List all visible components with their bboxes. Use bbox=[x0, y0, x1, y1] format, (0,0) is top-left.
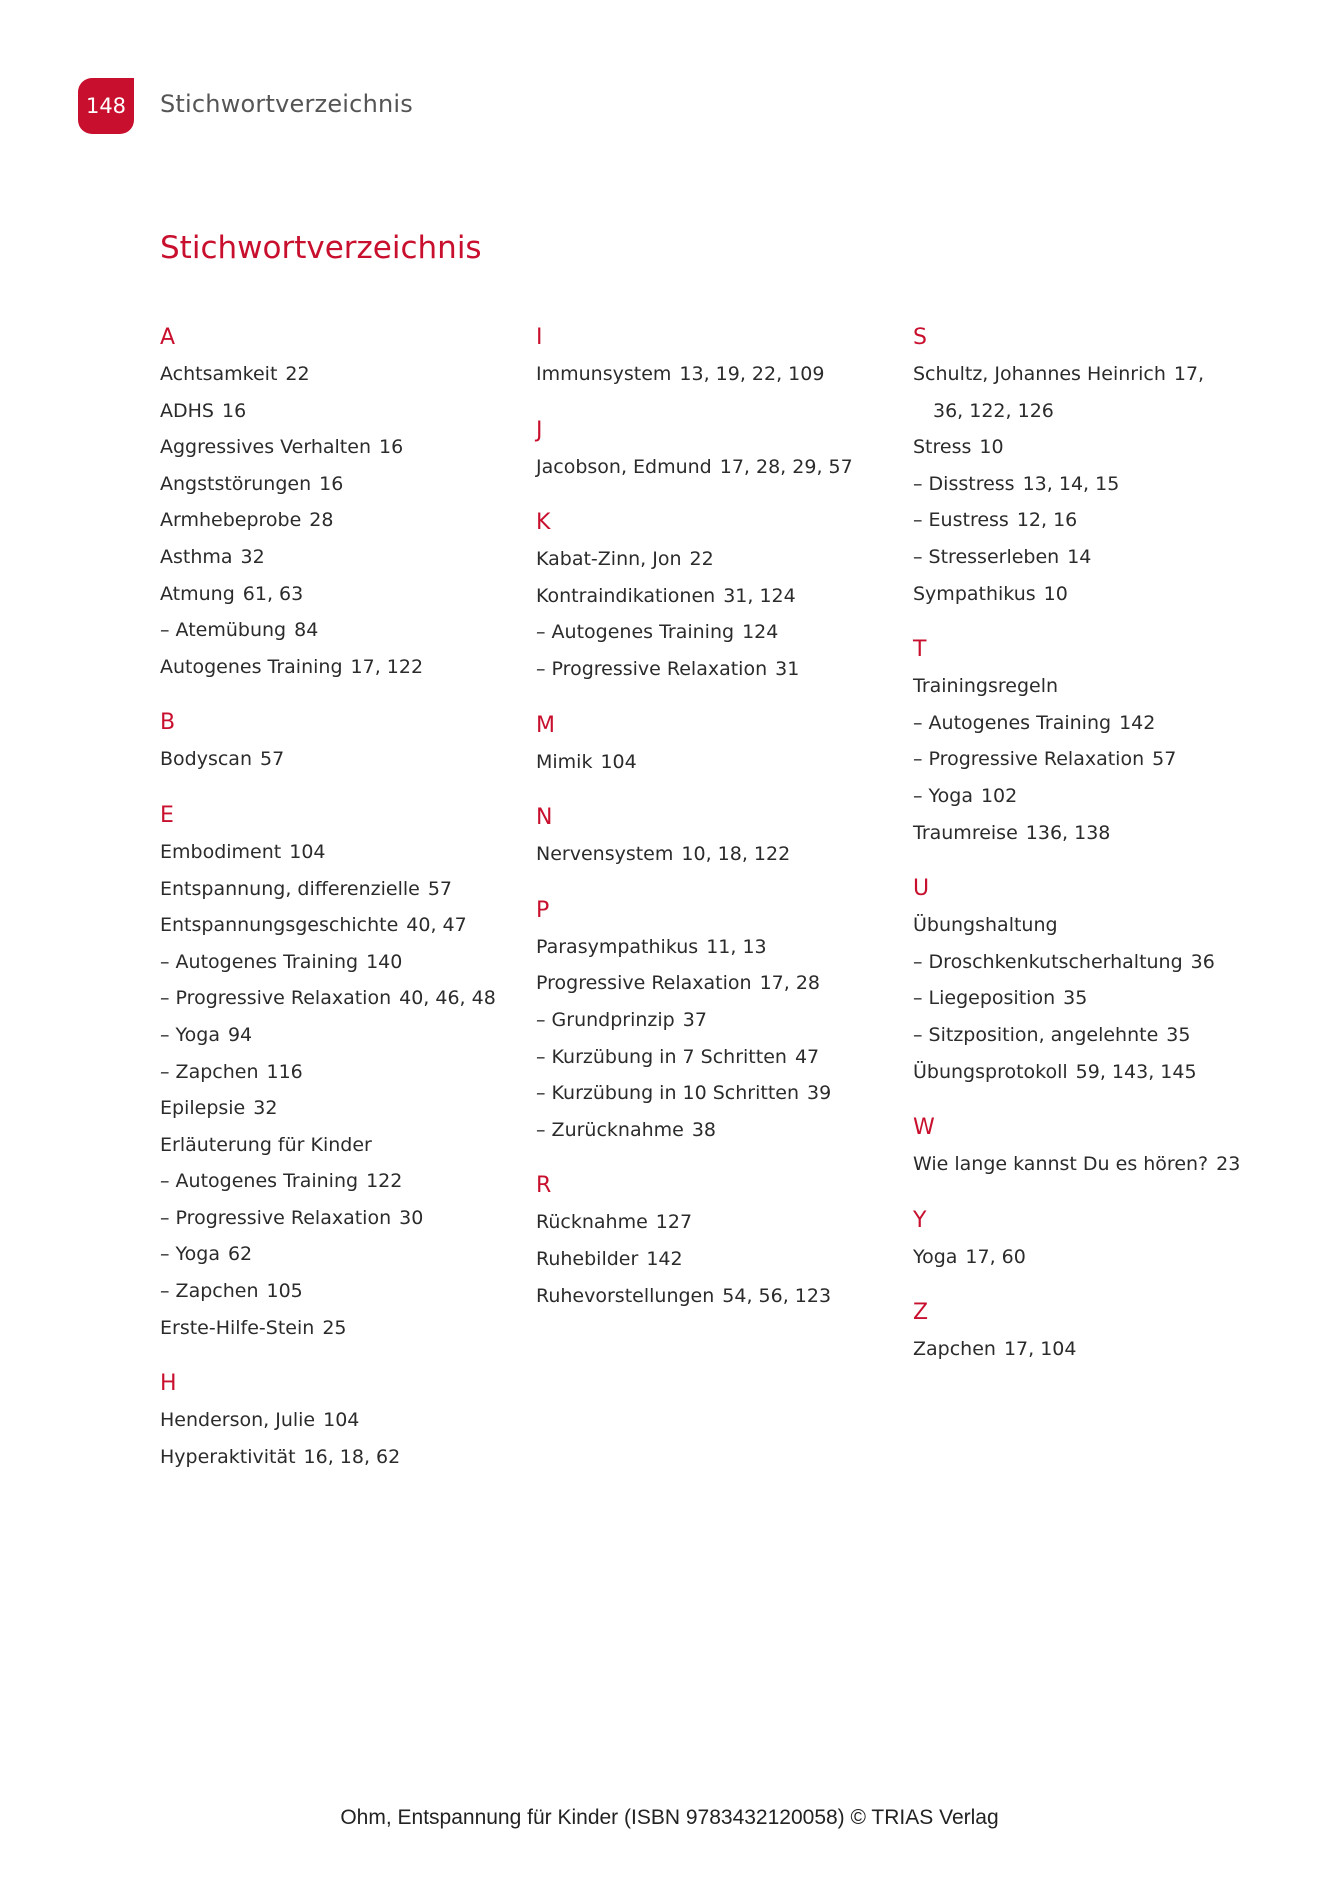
entry-term: Rücknahme bbox=[536, 1211, 648, 1234]
entry-term: Mimik bbox=[536, 750, 593, 773]
entry-term: Sympathikus bbox=[913, 582, 1036, 605]
index-entry bbox=[160, 466, 490, 503]
index-entry bbox=[913, 1239, 1293, 1276]
entry-pages: 40, 46, 48 bbox=[399, 987, 496, 1010]
footer-citation: Ohm, Entspannung für Kinder (ISBN 9783432120058) © TRIAS Verlag bbox=[340, 1806, 999, 1829]
index-subentry bbox=[913, 705, 1293, 742]
entry-term: Yoga bbox=[913, 1245, 958, 1268]
index-section-m bbox=[536, 708, 866, 781]
entry-term: Autogenes Training bbox=[175, 1170, 359, 1193]
entry-pages: 35 bbox=[1166, 1023, 1191, 1046]
section-letter: S bbox=[913, 325, 927, 350]
section-letter: W bbox=[913, 1115, 935, 1141]
entry-pages: 25 bbox=[322, 1316, 347, 1339]
section-letter: P bbox=[536, 897, 550, 923]
index-subentry bbox=[913, 502, 1293, 539]
entry-pages: 104 bbox=[600, 750, 637, 773]
index-subentry bbox=[913, 980, 1293, 1017]
index-subentry bbox=[160, 1200, 490, 1237]
entry-term: Progressive Relaxation bbox=[175, 1206, 392, 1229]
section-letter: Z bbox=[913, 1300, 929, 1326]
entry-pages: 37 bbox=[682, 1008, 707, 1031]
index-subentry bbox=[913, 944, 1293, 981]
entry-pages: 22 bbox=[689, 548, 714, 571]
index-subentry bbox=[536, 614, 866, 651]
entry-pages: 104 bbox=[323, 1409, 360, 1432]
page-number-badge: 148 bbox=[78, 78, 134, 134]
entry-term: Schultz, Johannes Heinrich bbox=[913, 363, 1166, 385]
entry-term: Disstress bbox=[928, 472, 1015, 495]
entry-term: Henderson, Julie bbox=[160, 1409, 316, 1432]
index-entry bbox=[160, 356, 490, 393]
running-head: Stichwortverzeichnis bbox=[160, 90, 413, 118]
entry-term: Sitzposition, angelehnte bbox=[928, 1023, 1159, 1046]
index-entry bbox=[913, 429, 1293, 466]
entry-pages: 10 bbox=[1043, 582, 1068, 605]
index-entry bbox=[160, 871, 490, 908]
entry-term: Progressive Relaxation bbox=[175, 987, 392, 1010]
entry-term: Entspannung, differenzielle bbox=[160, 877, 420, 900]
section-letter: B bbox=[160, 710, 176, 736]
entry-term: Entspannungsgeschichte bbox=[160, 914, 399, 937]
entry-pages: 12, 16 bbox=[1016, 509, 1078, 532]
index-subentry bbox=[160, 1054, 490, 1091]
index-subentry bbox=[536, 1075, 866, 1112]
entry-pages: 142 bbox=[646, 1247, 683, 1270]
entry-term: Stress bbox=[913, 436, 972, 459]
entry-pages: 57 bbox=[427, 877, 453, 900]
index-column-1 bbox=[160, 320, 496, 1495]
index-entry bbox=[160, 502, 490, 539]
entry-term: Atemübung bbox=[175, 619, 287, 642]
index-section-y bbox=[913, 1203, 1293, 1276]
entry-term: Autogenes Training bbox=[175, 950, 359, 973]
entry-pages: 84 bbox=[294, 619, 319, 642]
entry-term: Kabat-Zinn, Jon bbox=[536, 548, 682, 571]
entry-pages: 35 bbox=[1063, 987, 1088, 1010]
section-letter: T bbox=[913, 637, 927, 663]
index-entry bbox=[913, 1054, 1293, 1091]
entry-pages: 105 bbox=[266, 1280, 303, 1303]
entry-term: Jacobson, Edmund bbox=[536, 455, 712, 478]
entry-pages: 142 bbox=[1119, 711, 1156, 734]
section-letter: R bbox=[536, 1173, 552, 1199]
entry-term: Wie lange kannst Du es hören? bbox=[913, 1153, 1209, 1176]
entry-term: Ruhevorstellungen bbox=[536, 1284, 715, 1307]
entry-pages: 16 bbox=[221, 399, 247, 422]
entry-term: ADHS bbox=[160, 399, 214, 422]
index-subentry bbox=[536, 1002, 866, 1039]
entry-term: Übungsprotokoll bbox=[913, 1060, 1068, 1083]
entry-term: Autogenes Training bbox=[160, 655, 343, 678]
entry-term: 36, 122, 126 bbox=[933, 399, 1054, 422]
index-subentry bbox=[536, 1039, 866, 1076]
entry-term: Zapchen bbox=[175, 1060, 259, 1083]
entry-pages: 17, 28 bbox=[759, 972, 821, 995]
entry-term: Kontraindikationen bbox=[536, 584, 716, 607]
entry-pages: 116 bbox=[266, 1060, 303, 1083]
entry-term: Bodyscan bbox=[160, 748, 252, 771]
index-entry bbox=[913, 668, 1293, 705]
index-subentry bbox=[160, 944, 490, 981]
entry-pages: 59, 143, 145 bbox=[1075, 1060, 1197, 1083]
entry-pages: 124 bbox=[742, 621, 779, 644]
section-letter: H bbox=[160, 1371, 177, 1397]
entry-term: Traumreise bbox=[913, 821, 1018, 844]
entry-pages: 11, 13 bbox=[706, 935, 767, 958]
index-section-k bbox=[536, 505, 866, 687]
index-entry bbox=[536, 356, 866, 393]
index-entry bbox=[913, 576, 1293, 613]
entry-term: Zurücknahme bbox=[551, 1118, 684, 1141]
index-entry bbox=[536, 1204, 866, 1241]
entry-pages: 31 bbox=[775, 657, 800, 680]
entry-pages: 30 bbox=[399, 1206, 424, 1229]
entry-term: Übungshaltung bbox=[913, 914, 1058, 937]
index-entry bbox=[536, 929, 866, 966]
entry-term: Yoga bbox=[928, 784, 973, 807]
index-entry bbox=[536, 1278, 866, 1315]
section-letter: J bbox=[536, 417, 543, 443]
section-letter: M bbox=[536, 712, 555, 738]
entry-term: Droschkenkutscherhaltung bbox=[928, 950, 1183, 973]
entry-pages: 10, 18, 122 bbox=[681, 843, 791, 866]
index-section-p bbox=[536, 893, 866, 1149]
index-subentry bbox=[160, 1236, 490, 1273]
index-entry bbox=[913, 393, 1293, 430]
index-subentry bbox=[160, 612, 490, 649]
entry-pages: 57 bbox=[1152, 748, 1177, 771]
entry-term: Ruhebilder bbox=[536, 1247, 639, 1270]
entry-term: Embodiment bbox=[160, 840, 282, 863]
entry-pages: 94 bbox=[227, 1023, 253, 1046]
index-subentry bbox=[913, 1017, 1293, 1054]
entry-pages: 16 bbox=[379, 436, 404, 459]
index-entry bbox=[160, 1310, 490, 1347]
entry-term: Progressive Relaxation bbox=[928, 748, 1145, 771]
entry-term: Parasympathikus bbox=[536, 935, 699, 958]
index-entry bbox=[536, 965, 866, 1002]
entry-pages: 22 bbox=[285, 363, 310, 385]
entry-term: Stresserleben bbox=[928, 545, 1060, 568]
entry-term: Autogenes Training bbox=[928, 711, 1112, 734]
entry-term: Nervensystem bbox=[536, 843, 674, 866]
entry-term: Achtsamkeit bbox=[160, 363, 278, 385]
entry-pages: 16, 18, 62 bbox=[303, 1445, 401, 1468]
entry-term: Grundprinzip bbox=[551, 1008, 675, 1031]
entry-term: Eustress bbox=[928, 509, 1009, 532]
index-entry bbox=[913, 907, 1293, 944]
section-letter: U bbox=[913, 876, 930, 902]
entry-pages: 102 bbox=[980, 784, 1018, 807]
index-entry bbox=[536, 449, 866, 486]
entry-pages: 17, 122 bbox=[350, 655, 424, 678]
index-section-t bbox=[913, 632, 1293, 851]
index-section-h bbox=[160, 1366, 490, 1475]
section-letter: Y bbox=[913, 1207, 927, 1233]
index-section-s bbox=[913, 320, 1293, 612]
index-entry bbox=[536, 744, 866, 781]
entry-term: Progressive Relaxation bbox=[551, 657, 768, 680]
index-section-j bbox=[536, 413, 866, 486]
section-letter: E bbox=[160, 802, 174, 828]
entry-pages: 16 bbox=[319, 472, 344, 495]
entry-pages: 54, 56, 123 bbox=[722, 1284, 832, 1307]
entry-pages: 140 bbox=[366, 950, 403, 973]
index-subentry bbox=[913, 539, 1293, 576]
index-section-i bbox=[536, 320, 866, 393]
index-entry bbox=[160, 907, 490, 944]
index-entry bbox=[913, 1331, 1293, 1368]
index-subentry bbox=[536, 651, 866, 688]
index-entry bbox=[160, 539, 490, 576]
section-letter: N bbox=[536, 805, 553, 831]
index-subentry bbox=[160, 1017, 490, 1054]
entry-pages: 104 bbox=[289, 840, 326, 863]
entry-pages: 62 bbox=[227, 1243, 253, 1266]
index-section-w bbox=[913, 1110, 1293, 1183]
entry-term: Aggressives Verhalten bbox=[160, 436, 371, 459]
index-entry bbox=[536, 1241, 866, 1278]
entry-pages: 47 bbox=[794, 1045, 820, 1068]
index-entry bbox=[160, 1402, 490, 1439]
index-section-u bbox=[913, 871, 1293, 1090]
index-entry bbox=[536, 836, 866, 873]
index-entry bbox=[160, 393, 490, 430]
index-subentry bbox=[160, 980, 496, 1017]
section-letter: I bbox=[536, 325, 543, 350]
entry-pages: 17, 60 bbox=[965, 1245, 1026, 1268]
entry-term: Asthma bbox=[160, 545, 233, 568]
index-entry bbox=[160, 649, 490, 686]
entry-pages: 28 bbox=[309, 509, 334, 532]
index-section-z bbox=[913, 1295, 1293, 1368]
entry-term: Atmung bbox=[160, 582, 235, 605]
entry-term: Armhebeprobe bbox=[160, 509, 302, 532]
entry-pages: 39 bbox=[807, 1082, 832, 1105]
entry-term: Erläuterung für Kinder bbox=[160, 1133, 372, 1156]
entry-pages: 10 bbox=[979, 436, 1004, 459]
section-letter: A bbox=[160, 325, 176, 350]
entry-pages: 13, 19, 22, 109 bbox=[679, 363, 825, 385]
entry-term: Angststörungen bbox=[160, 472, 312, 495]
entry-pages: 32 bbox=[253, 1097, 278, 1120]
entry-term: Kurzübung in 7 Schritten bbox=[551, 1045, 787, 1068]
index-subentry bbox=[160, 1273, 490, 1310]
entry-term: Hyperaktivität bbox=[160, 1445, 296, 1468]
index-subentry bbox=[913, 778, 1293, 815]
index-section-n bbox=[536, 800, 866, 873]
entry-pages: 127 bbox=[655, 1211, 693, 1234]
entry-pages: 17, 104 bbox=[1003, 1338, 1077, 1361]
index-entry bbox=[913, 1146, 1293, 1183]
entry-pages: 36 bbox=[1190, 950, 1215, 973]
index-column-2 bbox=[536, 320, 866, 1334]
index-subentry bbox=[160, 1163, 490, 1200]
entry-term: Progressive Relaxation bbox=[536, 972, 752, 995]
index-entry bbox=[913, 356, 1293, 393]
entry-term: Immunsystem bbox=[536, 363, 672, 385]
entry-term: Erste-Hilfe-Stein bbox=[160, 1316, 315, 1339]
entry-term: Zapchen bbox=[913, 1338, 996, 1361]
entry-pages: 17, 28, 29, 57 bbox=[719, 455, 853, 478]
entry-term: Zapchen bbox=[175, 1280, 259, 1303]
index-subentry bbox=[536, 1112, 866, 1149]
index-subentry bbox=[913, 466, 1293, 503]
index-entry bbox=[536, 541, 866, 578]
index-entry bbox=[913, 815, 1293, 852]
index-subentry bbox=[913, 741, 1293, 778]
index-entry bbox=[160, 834, 490, 871]
index-section-e bbox=[160, 798, 496, 1346]
index-section-b bbox=[160, 705, 490, 778]
entry-pages: 31, 124 bbox=[723, 584, 796, 607]
entry-pages: 136, 138 bbox=[1025, 821, 1111, 844]
index-entry bbox=[160, 741, 490, 778]
entry-pages: 122 bbox=[366, 1170, 403, 1193]
entry-pages: 40, 47 bbox=[406, 914, 467, 937]
entry-term: Yoga bbox=[175, 1023, 220, 1046]
entry-pages: 23 bbox=[1216, 1153, 1241, 1176]
entry-pages: 17, bbox=[1173, 363, 1205, 385]
index-entry bbox=[160, 429, 490, 466]
entry-term: Kurzübung in 10 Schritten bbox=[551, 1082, 800, 1105]
entry-pages: 61, 63 bbox=[242, 582, 304, 605]
index-section-a bbox=[160, 320, 490, 685]
index-section-r bbox=[536, 1168, 866, 1314]
entry-pages: 13, 14, 15 bbox=[1022, 472, 1120, 495]
page-title: Stichwortverzeichnis bbox=[160, 230, 482, 266]
section-letter: K bbox=[536, 510, 551, 536]
entry-pages: 38 bbox=[691, 1118, 717, 1141]
entry-term: Autogenes Training bbox=[551, 621, 735, 644]
index-entry bbox=[160, 576, 490, 613]
entry-term: Yoga bbox=[175, 1243, 220, 1266]
entry-pages: 32 bbox=[240, 545, 265, 568]
entry-pages: 14 bbox=[1067, 545, 1092, 568]
index-entry bbox=[160, 1439, 490, 1476]
entry-term: Liegeposition bbox=[928, 987, 1056, 1010]
entry-term: Trainingsregeln bbox=[913, 675, 1059, 698]
index-entry bbox=[160, 1090, 490, 1127]
index-column-3 bbox=[913, 320, 1293, 1388]
index-entry bbox=[160, 1127, 490, 1164]
entry-term: Epilepsie bbox=[160, 1097, 246, 1120]
index-entry bbox=[536, 578, 866, 615]
entry-pages: 57 bbox=[260, 748, 285, 771]
